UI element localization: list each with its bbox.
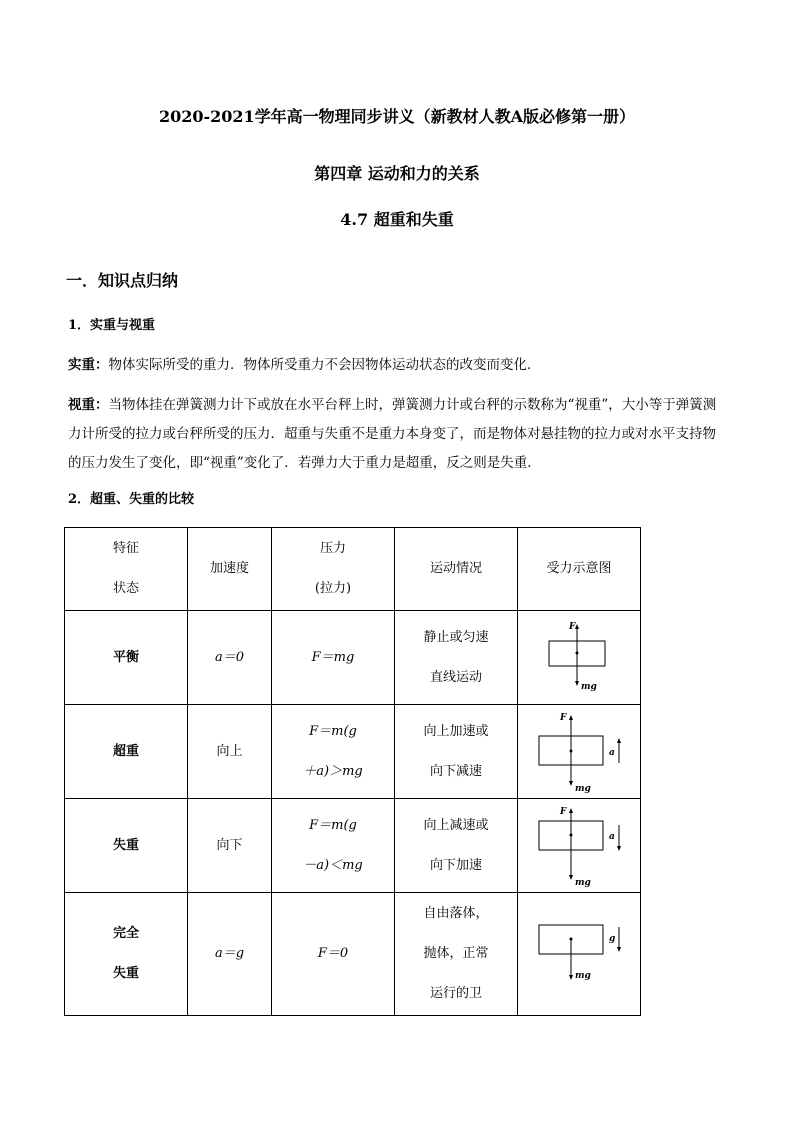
apparent-weight-paragraph: [68, 391, 728, 478]
label-a: a: [609, 831, 615, 842]
label-F: F: [560, 806, 567, 817]
header-state-line1: 特征: [112, 541, 139, 556]
part1-heading: 一．知识点归纳: [66, 271, 179, 290]
accel-cell: 向上: [188, 705, 272, 799]
label-a: a: [609, 747, 615, 758]
force-cell: F＝mg: [272, 611, 395, 705]
document-title: 2020-2021学年高一物理同步讲义（新教材人教A版必修第一册）: [158, 107, 636, 126]
arrowhead: [569, 808, 573, 813]
label-F: F: [569, 621, 576, 632]
table-header-row: [65, 528, 641, 611]
accel-cell: 向下: [188, 799, 272, 893]
diagram-cell: [518, 611, 641, 705]
real-weight-label: 实重：: [68, 357, 109, 373]
force-line: ＋a)＞mg: [303, 763, 363, 779]
header-diagram: 受力示意图: [518, 528, 641, 611]
table-row: [65, 893, 641, 1016]
force-cell: [272, 705, 395, 799]
motion-cell: [395, 893, 518, 1016]
real-weight-text: 物体实际所受的重力．物体所受重力不会因物体运动状态的改变而变化．: [108, 357, 541, 373]
subheading-real-apparent-weight: 1．实重与视重: [68, 318, 156, 333]
motion-cell: [395, 611, 518, 705]
force-diagram-complete-weightlessness: [529, 913, 629, 995]
force-line: F＝m(g: [309, 723, 357, 739]
motion-line: 静止或匀速: [423, 629, 489, 645]
force-cell: [272, 799, 395, 893]
apparent-weight-label: 视重：: [68, 397, 109, 413]
chapter-title: 第四章 运动和力的关系: [314, 164, 480, 183]
arrowhead: [617, 738, 621, 743]
arrowhead: [569, 975, 573, 980]
state-line: 失重: [112, 966, 139, 981]
motion-line: 向下减速: [429, 763, 482, 779]
motion-line: 向上减速或: [423, 817, 489, 833]
arrowhead: [617, 947, 621, 952]
state-cell: 超重: [65, 705, 188, 799]
arrowhead: [575, 681, 579, 686]
real-weight-paragraph: [68, 353, 728, 373]
label-g: g: [609, 934, 616, 944]
force-line: －a)＜mg: [303, 857, 363, 873]
label-F: F: [560, 712, 567, 723]
table-row: [65, 705, 641, 799]
label-mg: mg: [581, 681, 597, 692]
accel-cell: a＝0: [188, 611, 272, 705]
arrowhead: [569, 875, 573, 880]
header-state-line2: 状态: [112, 581, 139, 596]
motion-cell: [395, 705, 518, 799]
motion-line: 向下加速: [429, 857, 482, 873]
state-line: 完全: [112, 926, 139, 941]
table-row: [65, 799, 641, 893]
diagram-cell: [518, 799, 641, 893]
header-force-line1: 压力: [319, 541, 346, 556]
header-accel: 加速度: [188, 528, 272, 611]
label-mg: mg: [575, 971, 591, 981]
motion-line: 直线运动: [429, 669, 482, 685]
arrowhead: [569, 781, 573, 786]
force-diagram-overweight: [529, 711, 629, 793]
force-diagram-underweight: [529, 805, 629, 887]
apparent-weight-text: 当物体挂在弹簧测力计下或放在水平台秤上时，弹簧测力计或台秤的示数称为“视重”，大小等于弹簧测力计所受的拉力或台秤所受的压力．超重与失重不是重力本身变了，而是物体对悬挂物的拉力或对水平支持物的压力发生了变化，即“视重”变化了．若弹力大于重力是超重，反之则是失重．: [68, 397, 717, 471]
header-force: [272, 528, 395, 611]
arrowhead: [569, 715, 573, 720]
arrowhead: [617, 846, 621, 851]
subheading-comparison: 2．超重、失重的比较: [68, 492, 195, 507]
table-row: [65, 611, 641, 705]
header-state: [65, 528, 188, 611]
state-cell: 平衡: [65, 611, 188, 705]
force-cell: F＝0: [272, 893, 395, 1016]
label-mg: mg: [575, 783, 591, 793]
label-mg: mg: [575, 877, 591, 887]
motion-line: 抛体，正常: [423, 946, 489, 961]
arrowhead: [575, 624, 579, 629]
header-force-line2: (拉力): [314, 581, 352, 596]
state-cell: 失重: [65, 799, 188, 893]
section-title: 4.7 超重和失重: [340, 210, 454, 229]
motion-line: 向上加速或: [423, 723, 489, 739]
diagram-cell: [518, 705, 641, 799]
comparison-table: [64, 527, 641, 1016]
accel-cell: a＝g: [188, 893, 272, 1016]
force-diagram-balance: [529, 617, 629, 699]
state-cell: [65, 893, 188, 1016]
motion-cell: [395, 799, 518, 893]
motion-line: 自由落体，: [423, 906, 489, 921]
force-line: F＝m(g: [309, 817, 357, 833]
diagram-cell: [518, 893, 641, 1016]
motion-line: 运行的卫: [429, 986, 482, 1001]
header-motion: 运动情况: [395, 528, 518, 611]
